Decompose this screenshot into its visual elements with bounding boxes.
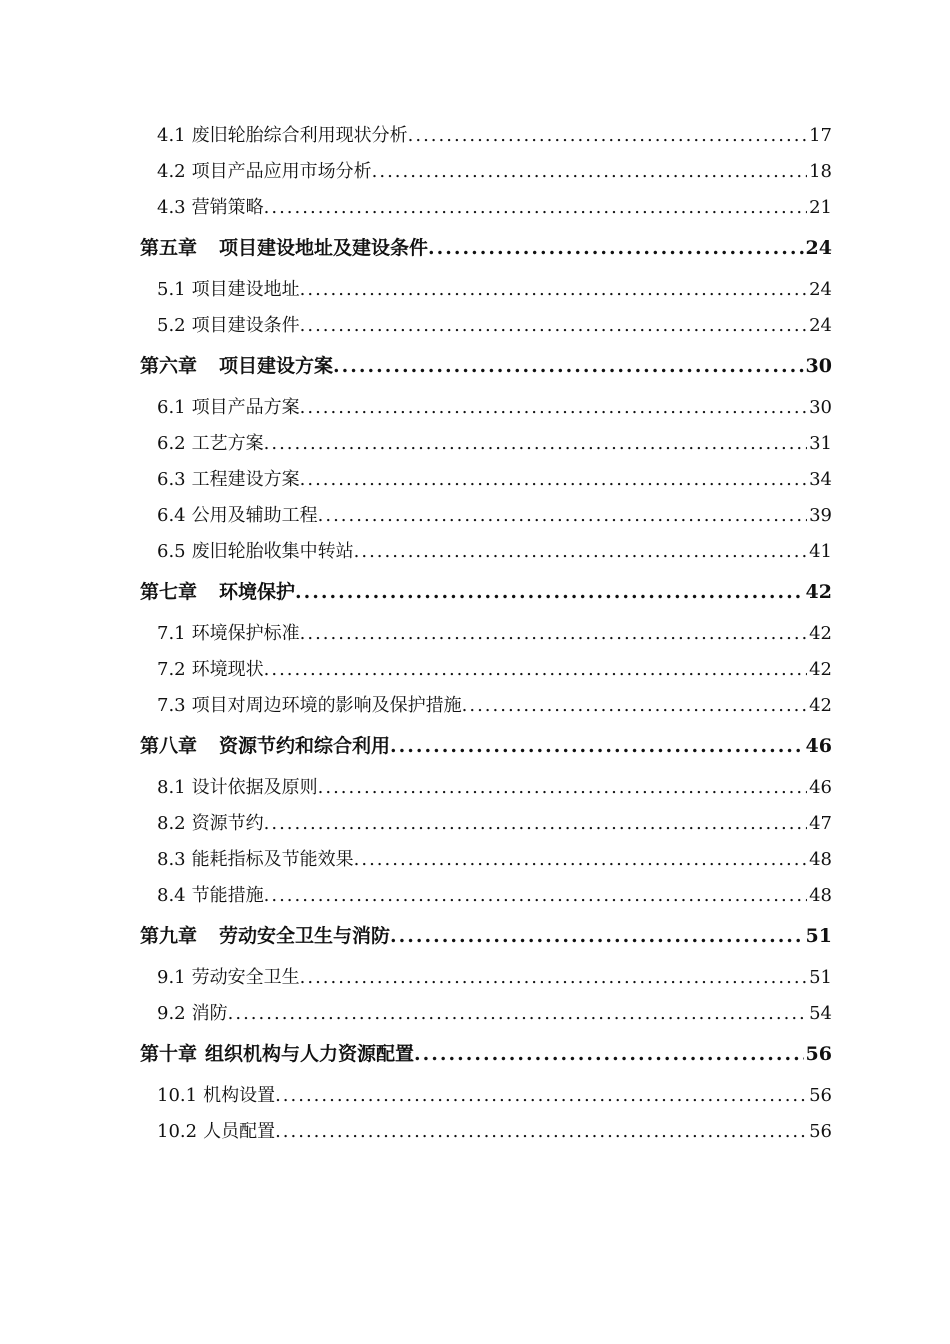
entry-title: 项目产品方案 bbox=[191, 397, 300, 418]
entry-number: 5.1 bbox=[157, 279, 186, 300]
entry-title: 劳动安全卫生 bbox=[191, 967, 300, 988]
chapter-page: 46 bbox=[805, 735, 832, 757]
chapter-page: 56 bbox=[805, 1043, 832, 1065]
dot-leader bbox=[428, 226, 804, 270]
entry-title: 营销策略 bbox=[191, 197, 264, 218]
entry-page: 48 bbox=[809, 849, 832, 870]
dot-leader bbox=[300, 462, 807, 498]
entry-number: 7.3 bbox=[157, 695, 186, 716]
toc-chapter-9[interactable] bbox=[140, 914, 832, 958]
entry-page: 39 bbox=[809, 505, 832, 526]
dot-leader bbox=[354, 842, 807, 878]
dot-leader bbox=[300, 616, 807, 652]
entry-page: 48 bbox=[809, 885, 832, 906]
chapter-number: 第六章 bbox=[140, 355, 198, 377]
entry-title: 废旧轮胎综合利用现状分析 bbox=[191, 125, 408, 146]
chapter-number: 第七章 bbox=[140, 581, 198, 603]
entry-title: 环境现状 bbox=[191, 659, 264, 680]
entry-number: 6.1 bbox=[157, 397, 186, 418]
entry-page: 31 bbox=[809, 433, 832, 454]
toc-entry-8-2[interactable] bbox=[140, 806, 832, 842]
dot-leader bbox=[372, 154, 807, 190]
entry-page: 21 bbox=[809, 197, 832, 218]
entry-number: 9.1 bbox=[157, 967, 186, 988]
entry-title: 人员配置 bbox=[203, 1121, 276, 1142]
chapter-number: 第九章 bbox=[140, 925, 198, 947]
entry-page: 47 bbox=[809, 813, 832, 834]
toc-entry-9-1[interactable] bbox=[140, 960, 832, 996]
toc-entry-5-2[interactable] bbox=[140, 308, 832, 344]
dot-leader bbox=[300, 272, 807, 308]
toc-entry-8-4[interactable] bbox=[140, 878, 832, 914]
dot-leader bbox=[264, 652, 807, 688]
entry-page: 34 bbox=[809, 469, 832, 490]
entry-title: 工艺方案 bbox=[191, 433, 264, 454]
entry-title: 废旧轮胎收集中转站 bbox=[191, 541, 354, 562]
entry-number: 5.2 bbox=[157, 315, 186, 336]
entry-number: 10.2 bbox=[157, 1121, 198, 1142]
chapter-number: 第五章 bbox=[140, 237, 198, 259]
toc-entry-6-3[interactable] bbox=[140, 462, 832, 498]
entry-number: 10.1 bbox=[157, 1085, 198, 1106]
dot-leader bbox=[300, 390, 807, 426]
dot-leader bbox=[295, 570, 804, 614]
toc-entry-8-1[interactable] bbox=[140, 770, 832, 806]
toc-entry-9-2[interactable] bbox=[140, 996, 832, 1032]
entry-page: 54 bbox=[809, 1003, 832, 1024]
dot-leader bbox=[300, 960, 807, 996]
chapter-page: 42 bbox=[805, 581, 832, 603]
toc-chapter-10[interactable] bbox=[140, 1032, 832, 1076]
entry-title: 资源节约 bbox=[191, 813, 264, 834]
dot-leader bbox=[300, 308, 807, 344]
dot-leader bbox=[462, 688, 807, 724]
dot-leader bbox=[264, 426, 807, 462]
entry-title: 工程建设方案 bbox=[191, 469, 300, 490]
entry-title: 公用及辅助工程 bbox=[191, 505, 318, 526]
dot-leader bbox=[264, 806, 807, 842]
chapter-page: 30 bbox=[805, 355, 832, 377]
entry-title: 机构设置 bbox=[203, 1085, 276, 1106]
entry-number: 7.1 bbox=[157, 623, 186, 644]
chapter-title: 劳动安全卫生与消防 bbox=[219, 925, 391, 947]
entry-page: 24 bbox=[809, 315, 832, 336]
dot-leader bbox=[318, 770, 807, 806]
entry-page: 41 bbox=[809, 541, 832, 562]
toc-entry-6-5[interactable] bbox=[140, 534, 832, 570]
chapter-title: 项目建设方案 bbox=[219, 355, 334, 377]
toc-entry-10-2[interactable] bbox=[140, 1114, 832, 1150]
entry-number: 4.2 bbox=[157, 161, 186, 182]
entry-number: 4.1 bbox=[157, 125, 186, 146]
entry-title: 消防 bbox=[191, 1003, 228, 1024]
entry-page: 51 bbox=[809, 967, 832, 988]
dot-leader bbox=[264, 878, 807, 914]
toc-chapter-8[interactable] bbox=[140, 724, 832, 768]
toc-entry-8-3[interactable] bbox=[140, 842, 832, 878]
entry-page: 30 bbox=[809, 397, 832, 418]
entry-number: 8.3 bbox=[157, 849, 186, 870]
dot-leader bbox=[228, 996, 807, 1032]
entry-title: 能耗指标及节能效果 bbox=[191, 849, 354, 870]
dot-leader bbox=[318, 498, 807, 534]
chapter-title: 环境保护 bbox=[219, 581, 296, 603]
entry-number: 9.2 bbox=[157, 1003, 186, 1024]
chapter-number: 第十章 bbox=[140, 1043, 198, 1065]
entry-title: 项目建设地址 bbox=[191, 279, 300, 300]
toc-entry-4-2[interactable] bbox=[140, 154, 832, 190]
chapter-title: 组织机构与人力资源配置 bbox=[205, 1043, 415, 1065]
entry-page: 42 bbox=[809, 659, 832, 680]
entry-page: 18 bbox=[809, 161, 832, 182]
chapter-page: 24 bbox=[805, 237, 832, 259]
entry-page: 46 bbox=[809, 777, 832, 798]
entry-number: 7.2 bbox=[157, 659, 186, 680]
toc-chapter-6[interactable] bbox=[140, 344, 832, 388]
entry-number: 6.3 bbox=[157, 469, 186, 490]
toc-entry-4-1[interactable] bbox=[140, 118, 832, 154]
toc-chapter-7[interactable] bbox=[140, 570, 832, 614]
dot-leader bbox=[354, 534, 807, 570]
entry-page: 24 bbox=[809, 279, 832, 300]
entry-page: 56 bbox=[809, 1085, 832, 1106]
toc-entry-7-1[interactable] bbox=[140, 616, 832, 652]
entry-title: 节能措施 bbox=[191, 885, 264, 906]
table-of-contents bbox=[140, 118, 832, 1150]
entry-number: 4.3 bbox=[157, 197, 186, 218]
entry-page: 56 bbox=[809, 1121, 832, 1142]
entry-number: 8.2 bbox=[157, 813, 186, 834]
entry-number: 6.4 bbox=[157, 505, 186, 526]
toc-entry-5-1[interactable] bbox=[140, 272, 832, 308]
entry-title: 设计依据及原则 bbox=[191, 777, 318, 798]
dot-leader bbox=[275, 1114, 807, 1150]
entry-title: 项目建设条件 bbox=[191, 315, 300, 336]
toc-chapter-5[interactable] bbox=[140, 226, 832, 270]
dot-leader bbox=[408, 118, 807, 154]
entry-page: 42 bbox=[809, 623, 832, 644]
entry-title: 项目对周边环境的影响及保护措施 bbox=[191, 695, 462, 716]
dot-leader bbox=[390, 914, 804, 958]
toc-entry-6-1[interactable] bbox=[140, 390, 832, 426]
chapter-title: 资源节约和综合利用 bbox=[219, 735, 391, 757]
entry-number: 6.5 bbox=[157, 541, 186, 562]
entry-title: 环境保护标准 bbox=[191, 623, 300, 644]
toc-entry-6-4[interactable] bbox=[140, 498, 832, 534]
entry-page: 17 bbox=[809, 125, 832, 146]
dot-leader bbox=[333, 344, 804, 388]
entry-number: 6.2 bbox=[157, 433, 186, 454]
dot-leader bbox=[264, 190, 807, 226]
entry-title: 项目产品应用市场分析 bbox=[191, 161, 372, 182]
toc-entry-6-2[interactable] bbox=[140, 426, 832, 462]
dot-leader bbox=[390, 724, 804, 768]
entry-page: 42 bbox=[809, 695, 832, 716]
dot-leader bbox=[275, 1078, 807, 1114]
chapter-number: 第八章 bbox=[140, 735, 198, 757]
entry-number: 8.4 bbox=[157, 885, 186, 906]
entry-number: 8.1 bbox=[157, 777, 186, 798]
toc-entry-10-1[interactable] bbox=[140, 1078, 832, 1114]
chapter-title: 项目建设地址及建设条件 bbox=[219, 237, 429, 259]
toc-entry-7-3[interactable] bbox=[140, 688, 832, 724]
dot-leader bbox=[414, 1032, 804, 1076]
chapter-page: 51 bbox=[805, 925, 832, 947]
toc-entry-7-2[interactable] bbox=[140, 652, 832, 688]
toc-entry-4-3[interactable] bbox=[140, 190, 832, 226]
